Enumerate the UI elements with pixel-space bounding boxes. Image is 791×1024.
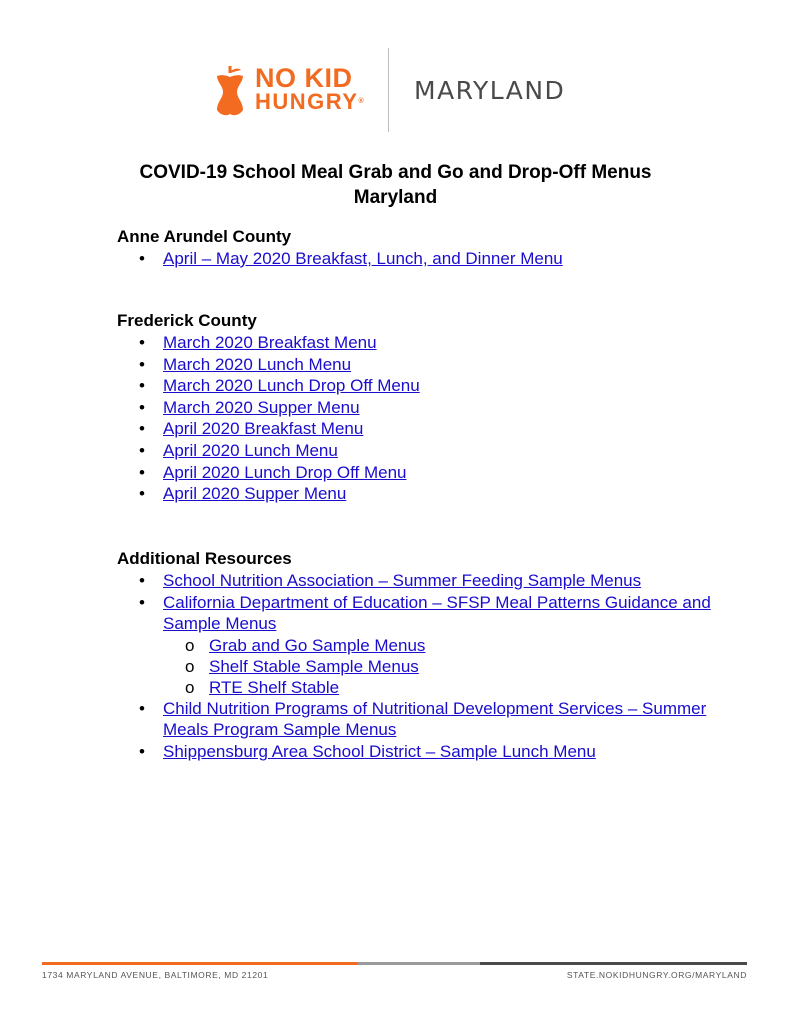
- resource-link[interactable]: Child Nutrition Programs of Nutritional Development Services – Summer Meals Program Sample Menus: [163, 698, 707, 740]
- list-item: [117, 375, 717, 397]
- logo-line-2: [255, 90, 365, 114]
- menu-list: [117, 248, 717, 270]
- sub-bullet: o: [185, 677, 195, 697]
- menu-link[interactable]: April 2020 Breakfast Menu: [163, 419, 364, 439]
- logo-line-1: NO KID: [255, 63, 353, 93]
- sub-resource-link[interactable]: Grab and Go Sample Menus: [209, 635, 426, 655]
- list-item: [117, 483, 717, 505]
- footer-rule-gray: [358, 962, 480, 965]
- list-item: [117, 741, 717, 763]
- sub-list-item: [163, 677, 717, 698]
- list-item: [117, 418, 717, 440]
- menu-link[interactable]: April 2020 Lunch Drop Off Menu: [163, 462, 407, 482]
- sub-list-item: [163, 635, 717, 656]
- footer-address: 1734 MARYLAND AVENUE, BALTIMORE, MD 21201: [42, 970, 269, 980]
- menu-link[interactable]: March 2020 Breakfast Menu: [163, 333, 377, 352]
- menu-link[interactable]: March 2020 Lunch Drop Off Menu: [163, 376, 420, 396]
- page-title: [0, 160, 791, 210]
- registered-mark: ®: [358, 98, 366, 105]
- section-heading: Additional Resources: [117, 549, 292, 568]
- footer-url: STATE.NOKIDHUNGRY.ORG/MARYLAND: [566, 970, 747, 980]
- apple-core-icon: [213, 64, 247, 118]
- sub-bullet: o: [185, 656, 195, 676]
- menu-list: [117, 332, 717, 505]
- state-name: MARYLAND: [414, 76, 566, 105]
- sub-resource-link[interactable]: RTE Shelf Stable: [209, 677, 340, 697]
- section-frederick: [117, 310, 717, 505]
- logo-divider: [388, 48, 389, 132]
- list-item: [117, 570, 717, 592]
- sub-resource-link[interactable]: Shelf Stable Sample Menus: [209, 656, 419, 676]
- footer-rule-orange: [42, 962, 358, 965]
- sub-list-item: [163, 656, 717, 677]
- sub-bullet: o: [185, 635, 195, 655]
- no-kid-hungry-logo: [213, 62, 373, 122]
- resource-link[interactable]: Shippensburg Area School District – Sample Lunch Menu: [163, 741, 596, 761]
- menu-link[interactable]: April 2020 Lunch Menu: [163, 440, 338, 460]
- title-line-1: COVID-19 School Meal Grab and Go and Drop-Off Menus: [139, 162, 652, 183]
- menu-link[interactable]: March 2020 Lunch Menu: [163, 354, 352, 374]
- section-heading: Frederick County: [117, 311, 257, 330]
- list-item: [117, 397, 717, 419]
- list-item: [117, 354, 717, 376]
- resource-link[interactable]: California Department of Education – SFSP Meal Patterns Guidance and Sample Menus: [163, 592, 711, 634]
- list-item: [117, 248, 717, 270]
- section-additional-resources: [117, 548, 717, 763]
- logo-wordmark: [255, 63, 366, 114]
- section-anne-arundel: [117, 226, 717, 270]
- list-item: [117, 332, 717, 354]
- list-item: [117, 698, 717, 741]
- list-item: [117, 592, 717, 698]
- list-item: [117, 440, 717, 462]
- logo-line-2-text: HUNGRY: [255, 89, 359, 114]
- menu-link[interactable]: March 2020 Supper Menu: [163, 397, 360, 417]
- header: [0, 48, 791, 138]
- title-line-2: Maryland: [353, 187, 438, 208]
- resource-link[interactable]: School Nutrition Association – Summer Feeding Sample Menus: [163, 571, 642, 590]
- resource-list: [117, 570, 717, 763]
- section-heading: Anne Arundel County: [117, 227, 292, 246]
- menu-link[interactable]: April 2020 Supper Menu: [163, 484, 347, 504]
- footer-rule-dark: [480, 962, 747, 965]
- menu-link[interactable]: April – May 2020 Breakfast, Lunch, and Dinner Menu: [163, 249, 563, 268]
- list-item: [117, 462, 717, 484]
- sub-resource-list: [163, 635, 717, 698]
